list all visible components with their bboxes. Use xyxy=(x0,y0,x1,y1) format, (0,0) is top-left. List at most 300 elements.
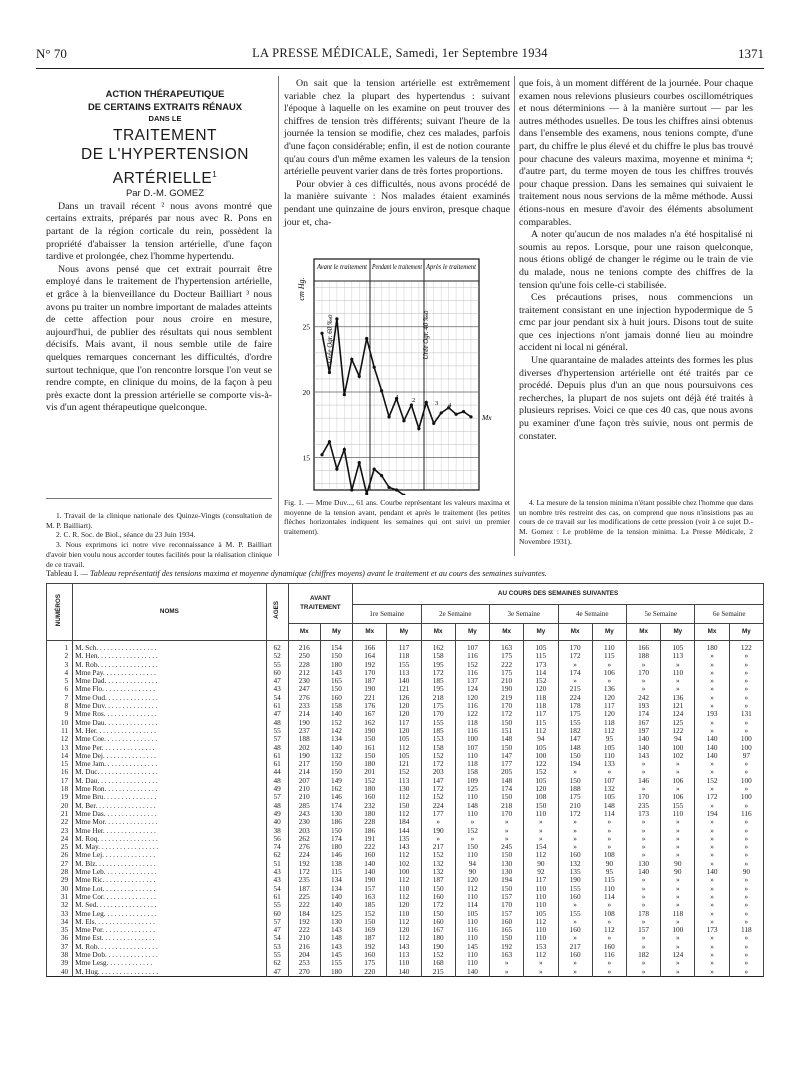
pressure-value: 94 xyxy=(524,735,558,743)
row-number: 29 xyxy=(47,876,73,884)
pressure-value: » xyxy=(729,876,763,884)
pressure-value: » xyxy=(661,893,695,901)
pressure-value: 194 xyxy=(490,876,524,884)
patient-age: 74 xyxy=(266,843,288,851)
pressure-value: 170 xyxy=(626,669,660,677)
pressure-value: » xyxy=(695,860,729,868)
pressure-value: 120 xyxy=(592,710,626,718)
pressure-value: 106 xyxy=(661,777,695,785)
pressure-value: 152 xyxy=(455,827,489,835)
column-3 xyxy=(519,78,753,443)
pressure-value: 134 xyxy=(320,876,352,884)
pressure-value: » xyxy=(695,910,729,918)
row-number: 19 xyxy=(47,793,73,801)
pressure-value: » xyxy=(524,818,558,826)
data-point xyxy=(335,468,338,471)
pressure-value: » xyxy=(695,719,729,727)
patient-age: 51 xyxy=(266,860,288,868)
pressure-value: 193 xyxy=(695,710,729,718)
pressure-value: » xyxy=(524,968,558,977)
row-number: 11 xyxy=(47,727,73,735)
pressure-value: 163 xyxy=(353,893,387,901)
pressure-value: 122 xyxy=(729,641,763,653)
pressure-value: » xyxy=(695,669,729,677)
pressure-value: 150 xyxy=(387,802,421,810)
patient-age: 53 xyxy=(266,943,288,951)
pressure-value: » xyxy=(729,702,763,710)
running-header xyxy=(36,44,764,69)
pressure-value: 164 xyxy=(353,652,387,660)
pressure-value: » xyxy=(729,760,763,768)
pressure-value: 140 xyxy=(353,860,387,868)
pressure-value: » xyxy=(524,835,558,843)
data-point xyxy=(380,474,383,477)
patient-age: 55 xyxy=(266,951,288,959)
series-label: Mx xyxy=(482,412,492,422)
pressure-value: 180 xyxy=(320,968,352,977)
pressure-value: 190 xyxy=(558,876,592,884)
data-point xyxy=(425,401,428,404)
pressure-value: 97 xyxy=(729,752,763,760)
row-number: 9 xyxy=(47,710,73,718)
patient-name: M. Rob. . . . . . . . . . . . . . . . . xyxy=(73,943,266,951)
pressure-value: 112 xyxy=(387,934,421,942)
pressure-value: » xyxy=(661,661,695,669)
data-point xyxy=(380,389,383,392)
pressure-value: 112 xyxy=(592,727,626,735)
row-number: 22 xyxy=(47,818,73,826)
row-number: 26 xyxy=(47,851,73,859)
pressure-value: » xyxy=(626,760,660,768)
patient-name: Mme Her. . . . . . . . . . . . . . . xyxy=(73,827,266,835)
pressure-value: 167 xyxy=(353,710,387,718)
figure-1 xyxy=(284,257,510,500)
pressure-value: 145 xyxy=(320,951,352,959)
pressure-value: » xyxy=(592,827,626,835)
pressure-value: 100 xyxy=(729,777,763,785)
patient-age: 61 xyxy=(266,760,288,768)
pressure-value: 222 xyxy=(288,901,320,909)
data-point xyxy=(387,486,390,489)
pressure-value: 105 xyxy=(661,641,695,653)
patient-age: 62 xyxy=(266,641,288,653)
pressure-value: 114 xyxy=(455,901,489,909)
pressure-value: 157 xyxy=(490,893,524,901)
my-header: My xyxy=(524,624,558,641)
pressure-value: » xyxy=(695,652,729,660)
pressure-value: 94 xyxy=(661,735,695,743)
pressure-value: 187 xyxy=(353,677,387,685)
pressure-value: 130 xyxy=(320,810,352,818)
pressure-value: 160 xyxy=(558,851,592,859)
pressure-value: 113 xyxy=(387,951,421,959)
pressure-value: » xyxy=(661,885,695,893)
pressure-value: 126 xyxy=(387,694,421,702)
pressure-value: 110 xyxy=(455,951,489,959)
pressure-value: 107 xyxy=(455,641,489,653)
pressure-value: 120 xyxy=(387,710,421,718)
pressure-value: 110 xyxy=(524,885,558,893)
pressure-value: » xyxy=(695,951,729,959)
pressure-value: 137 xyxy=(455,677,489,685)
pressure-value: 151 xyxy=(490,727,524,735)
pressure-value: 185 xyxy=(353,901,387,909)
pressure-value: 118 xyxy=(592,719,626,727)
pressure-value: 201 xyxy=(353,768,387,776)
pressure-value: 90 xyxy=(592,860,626,868)
table-caption-text: — Tableau représentatif des tensions maxima et moyenne dynamique (chiffres moyens) avant le traitement et au cours des semaines suivantes. xyxy=(78,569,547,578)
column-1 xyxy=(46,88,272,415)
footnote: 3. Nous exprimons ici notre vive reconnaissance à M. P. Bailliart d'avoir bien voulu nous accorder toutes facilités pour la réalisation clinique de ce travail. xyxy=(46,540,272,569)
pressure-value: » xyxy=(490,959,524,967)
pressure-value: 146 xyxy=(626,777,660,785)
pressure-value: 219 xyxy=(490,694,524,702)
pressure-value: 180 xyxy=(695,641,729,653)
table-caption xyxy=(46,569,766,578)
footnotes xyxy=(46,498,272,569)
pressure-value: 194 xyxy=(558,760,592,768)
patient-age: 57 xyxy=(266,918,288,926)
pressure-value: 190 xyxy=(353,685,387,693)
row-number: 13 xyxy=(47,744,73,752)
pressure-value: » xyxy=(558,677,592,685)
pressure-value: 193 xyxy=(626,702,660,710)
pressure-value: » xyxy=(729,851,763,859)
pressure-value: 140 xyxy=(695,868,729,876)
mx-header: Mx xyxy=(353,624,387,641)
pressure-value: 175 xyxy=(558,710,592,718)
pressure-value: 148 xyxy=(592,802,626,810)
pressure-value: » xyxy=(695,677,729,685)
data-point xyxy=(320,332,323,335)
data-point xyxy=(350,488,353,491)
pressure-value: » xyxy=(558,901,592,909)
pressure-value: » xyxy=(592,959,626,967)
data-table xyxy=(46,583,764,977)
pressure-value: » xyxy=(661,760,695,768)
data-point xyxy=(320,453,323,456)
pressure-value: 230 xyxy=(288,818,320,826)
pressure-value: 155 xyxy=(387,661,421,669)
pressure-value: 140 xyxy=(695,735,729,743)
pressure-value: 110 xyxy=(455,793,489,801)
mx-header: Mx xyxy=(695,624,729,641)
pressure-value: » xyxy=(661,901,695,909)
patient-name: M. Rob. . . . . . . . . . . . . . . . . xyxy=(73,661,266,669)
col-header-text: AGES xyxy=(272,601,280,620)
pressure-value: 147 xyxy=(490,752,524,760)
pressure-value: 174 xyxy=(490,785,524,793)
pressure-value: 145 xyxy=(455,943,489,951)
patient-age: 47 xyxy=(266,677,288,685)
pressure-value: » xyxy=(729,951,763,959)
pressure-value: » xyxy=(729,727,763,735)
pressure-value: 150 xyxy=(558,777,592,785)
patient-age: 56 xyxy=(266,835,288,843)
pressure-value: 134 xyxy=(320,735,352,743)
patient-age: 49 xyxy=(266,785,288,793)
pressure-value: » xyxy=(490,835,524,843)
pressure-value: » xyxy=(695,876,729,884)
pressure-value: » xyxy=(661,827,695,835)
pressure-value: 172 xyxy=(490,710,524,718)
pressure-value: 150 xyxy=(353,735,387,743)
pressure-value: 175 xyxy=(490,652,524,660)
column-rule xyxy=(278,76,279,556)
pressure-value: 117 xyxy=(524,876,558,884)
patient-name: Mme Ric. . . . . . . . . . . . . . . xyxy=(73,876,266,884)
data-point xyxy=(373,468,376,471)
pressure-value: 152 xyxy=(421,752,455,760)
pressure-value: » xyxy=(592,901,626,909)
pressure-value: 115 xyxy=(524,719,558,727)
pressure-value: 132 xyxy=(421,868,455,876)
pressure-value: 157 xyxy=(353,885,387,893)
pressure-value: 192 xyxy=(490,943,524,951)
pressure-value: 132 xyxy=(558,860,592,868)
pressure-value: 174 xyxy=(626,710,660,718)
phase-label: Après le traitement xyxy=(425,262,477,271)
row-number: 14 xyxy=(47,752,73,760)
table-label: Tableau I. xyxy=(46,569,79,578)
pressure-value: 154 xyxy=(524,843,558,851)
pressure-value: 124 xyxy=(661,710,695,718)
pressure-value: 118 xyxy=(455,719,489,727)
pressure-value: 116 xyxy=(455,926,489,934)
series-label xyxy=(481,494,492,495)
pressure-value: 150 xyxy=(490,793,524,801)
col-header-ages xyxy=(266,584,288,641)
pressure-value: 150 xyxy=(490,934,524,942)
row-number: 21 xyxy=(47,810,73,818)
pressure-value: » xyxy=(626,885,660,893)
patient-name: M. Duc. . . . . . . . . . . . . . . . . xyxy=(73,768,266,776)
patient-age: 61 xyxy=(266,752,288,760)
patient-name: Mme Das. . . . . . . . . . . . . . . xyxy=(73,810,266,818)
pressure-value: 157 xyxy=(626,926,660,934)
pressure-value: 158 xyxy=(421,652,455,660)
pressure-value: 105 xyxy=(524,910,558,918)
pressure-value: » xyxy=(558,968,592,977)
pressure-value: 243 xyxy=(288,810,320,818)
pressure-value: » xyxy=(558,835,592,843)
patient-name: Mme Por. . . . . . . . . . . . . . . xyxy=(73,926,266,934)
pressure-value: 108 xyxy=(592,910,626,918)
patient-age: 43 xyxy=(266,685,288,693)
pressure-value: 165 xyxy=(320,677,352,685)
row-number: 20 xyxy=(47,802,73,810)
pressure-value: 182 xyxy=(626,951,660,959)
pressure-value: 105 xyxy=(524,777,558,785)
pressure-value: 106 xyxy=(592,669,626,677)
data-point xyxy=(335,317,338,320)
pressure-value: » xyxy=(695,934,729,942)
pressure-value: 150 xyxy=(490,885,524,893)
pressure-value: » xyxy=(592,677,626,685)
pressure-value: 143 xyxy=(320,669,352,677)
pressure-value: 112 xyxy=(524,727,558,735)
pressure-value: » xyxy=(661,876,695,884)
pressure-value: » xyxy=(661,918,695,926)
pressure-value: 162 xyxy=(353,719,387,727)
row-number: 23 xyxy=(47,827,73,835)
pressure-value: 140 xyxy=(320,901,352,909)
pressure-value: » xyxy=(592,661,626,669)
mx-header: Mx xyxy=(490,624,524,641)
pressure-value: 285 xyxy=(288,802,320,810)
blood-pressure-chart xyxy=(284,257,510,495)
pressure-value: 112 xyxy=(387,876,421,884)
row-number: 15 xyxy=(47,760,73,768)
pressure-value: » xyxy=(661,934,695,942)
pressure-value: 224 xyxy=(288,851,320,859)
pressure-value: 112 xyxy=(524,918,558,926)
patient-name: M. Hen. . . . . . . . . . . . . . . . . xyxy=(73,652,266,660)
pressure-value: 110 xyxy=(524,893,558,901)
pressure-value: 122 xyxy=(524,760,558,768)
pressure-value: 120 xyxy=(387,901,421,909)
pressure-value: 170 xyxy=(626,793,660,801)
row-number: 38 xyxy=(47,951,73,959)
pressure-value: » xyxy=(695,760,729,768)
pressure-value: 207 xyxy=(288,777,320,785)
row-number: 35 xyxy=(47,926,73,934)
pressure-value: » xyxy=(558,959,592,967)
pressure-value: 150 xyxy=(490,851,524,859)
pressure-value: 132 xyxy=(421,860,455,868)
patient-age: 48 xyxy=(266,744,288,752)
mx-header: Mx xyxy=(288,624,320,641)
pressure-value: » xyxy=(695,661,729,669)
pressure-value: 160 xyxy=(320,694,352,702)
row-number: 36 xyxy=(47,934,73,942)
pressure-value: 130 xyxy=(490,860,524,868)
pressure-value: » xyxy=(695,959,729,967)
pressure-value: » xyxy=(626,818,660,826)
patient-name: M. Sed. . . . . . . . . . . . . . . . . xyxy=(73,901,266,909)
annotation: Urée Ogr. 60 ‰o xyxy=(326,314,334,364)
pressure-value: 110 xyxy=(661,669,695,677)
pressure-value: » xyxy=(661,851,695,859)
patient-name: M. Ber. . . . . . . . . . . . . . . . . xyxy=(73,802,266,810)
pressure-value: 218 xyxy=(490,802,524,810)
pressure-value: 130 xyxy=(387,785,421,793)
pressure-value: 230 xyxy=(288,677,320,685)
pressure-value: » xyxy=(592,768,626,776)
pressure-value: 192 xyxy=(288,918,320,926)
y-axis-label: cm Hg. xyxy=(297,277,306,301)
pressure-value: 237 xyxy=(288,727,320,735)
pressure-value: 210 xyxy=(288,793,320,801)
pressure-value: 150 xyxy=(421,885,455,893)
row-number: 37 xyxy=(47,943,73,951)
pressure-value: 109 xyxy=(455,777,489,785)
my-header: My xyxy=(661,624,695,641)
pressure-value: 116 xyxy=(455,669,489,677)
data-point xyxy=(350,358,353,361)
footnote: 4. La mesure de la tension minima n'étant possible chez l'homme que dans un nombre très restreint des cas, on comprend que nous n'insistions pas au cours de ce travail sur les modifications de cette pression (voir à ce sujet D.-M. Gomez : Le problème de la tension minima. La Presse Médicale, 2 Novembre 1931). xyxy=(519,498,753,546)
pressure-value: » xyxy=(592,918,626,926)
body-paragraph: que fois, à un moment différent de la journée. Pour chaque examen nous relevions plusieurs courbes oscillométriques et nous déterminions — à la manière surtout — par les autres méthodes usuelles. De tous les chiffres ainsi obtenus dans l'ensemble des examens, nous tenions compte, d'une part, du chiffre le plus élevé et du chiffre le plus bas trouvé pour chacune des valeurs maxima, moyenne et minima ⁴; d'autre part, du terme moyen de tous les chiffres trouvés pour chaque pression. Dans les semaines qui suivaient le traitement nous nous servions de la même méthode. Aussi étions-nous en mesure d'avoir des éléments absolument comparables. xyxy=(519,78,753,228)
pressure-value: 152 xyxy=(320,719,352,727)
pressure-value: 235 xyxy=(288,876,320,884)
pressure-value: 158 xyxy=(421,744,455,752)
row-number: 34 xyxy=(47,918,73,926)
row-number: 28 xyxy=(47,868,73,876)
my-header: My xyxy=(320,624,352,641)
pressure-value: 115 xyxy=(524,652,558,660)
pressure-value: » xyxy=(661,685,695,693)
patient-name: M. Her. . . . . . . . . . . . . . . . . xyxy=(73,727,266,735)
patient-name: Mme Duv. . . . . . . . . . . . . . . xyxy=(73,702,266,710)
pressure-value: 154 xyxy=(320,641,352,653)
row-number: 39 xyxy=(47,959,73,967)
pressure-value: 118 xyxy=(729,926,763,934)
week-marker: 2 xyxy=(412,397,416,404)
pressure-value: » xyxy=(729,768,763,776)
pressure-value: 108 xyxy=(592,851,626,859)
pressure-value: 116 xyxy=(455,702,489,710)
row-number: 3 xyxy=(47,661,73,669)
pressure-value: 118 xyxy=(455,760,489,768)
row-number: 7 xyxy=(47,694,73,702)
pressure-value: 120 xyxy=(387,727,421,735)
week-header-4: 4e Semaine xyxy=(558,605,626,624)
patient-name: M. Blz. . . . . . . . . . . . . . . . . xyxy=(73,860,266,868)
pressure-value: » xyxy=(695,818,729,826)
pressure-value: » xyxy=(661,677,695,685)
pressure-value: » xyxy=(729,669,763,677)
pressure-value: » xyxy=(592,835,626,843)
patient-age: 47 xyxy=(266,968,288,977)
pressure-value: 148 xyxy=(490,735,524,743)
pressure-value: 100 xyxy=(387,868,421,876)
pressure-value: 100 xyxy=(661,744,695,752)
pressure-value: 184 xyxy=(387,818,421,826)
pressure-value: 112 xyxy=(387,793,421,801)
pressure-value: 102 xyxy=(387,860,421,868)
pressure-value: 110 xyxy=(524,926,558,934)
pressure-value: 190 xyxy=(288,719,320,727)
pressure-value: 152 xyxy=(524,768,558,776)
col-header-text: NUMÉROS xyxy=(55,594,63,627)
pressure-value: » xyxy=(729,652,763,660)
pressure-value: » xyxy=(729,910,763,918)
pressure-value: 175 xyxy=(558,793,592,801)
data-point xyxy=(417,427,420,430)
pressure-value: 100 xyxy=(729,744,763,752)
pressure-value: 120 xyxy=(387,926,421,934)
chart-series xyxy=(320,317,492,495)
pressure-value: » xyxy=(695,885,729,893)
pressure-value: 160 xyxy=(558,893,592,901)
patient-name: Mme Leg. . . . . . . . . . . . . . . xyxy=(73,910,266,918)
pressure-value: 112 xyxy=(387,851,421,859)
pressure-value: 165 xyxy=(490,926,524,934)
pressure-value: 170 xyxy=(353,669,387,677)
body-paragraph: Ces précautions prises, nous commencions un traitement consistant en une injection hypodermique de 5 cmc par jour pendant six à huit jours. Disons tout de suite que ces injections n'ont jamais donné lieu au moindre accident ni local ni général. xyxy=(519,292,753,354)
pressure-value: 118 xyxy=(387,652,421,660)
figure-caption: Fig. 1. — Mme Duv..., 61 ans. Courbe représentant les valeurs maxima et moyenne de la tension avant, pendant et après le traitement (les petites flèches horizontales indiquent les semaines qui ont suivi un premier traitement). xyxy=(284,498,510,537)
week-marker: 1 xyxy=(396,394,400,401)
pressure-value: » xyxy=(661,835,695,843)
pressure-value: 160 xyxy=(558,951,592,959)
pressure-value: 143 xyxy=(320,943,352,951)
pressure-value: » xyxy=(626,827,660,835)
pressure-value: 155 xyxy=(558,910,592,918)
patient-age: 55 xyxy=(266,661,288,669)
pressure-value: 217 xyxy=(288,760,320,768)
